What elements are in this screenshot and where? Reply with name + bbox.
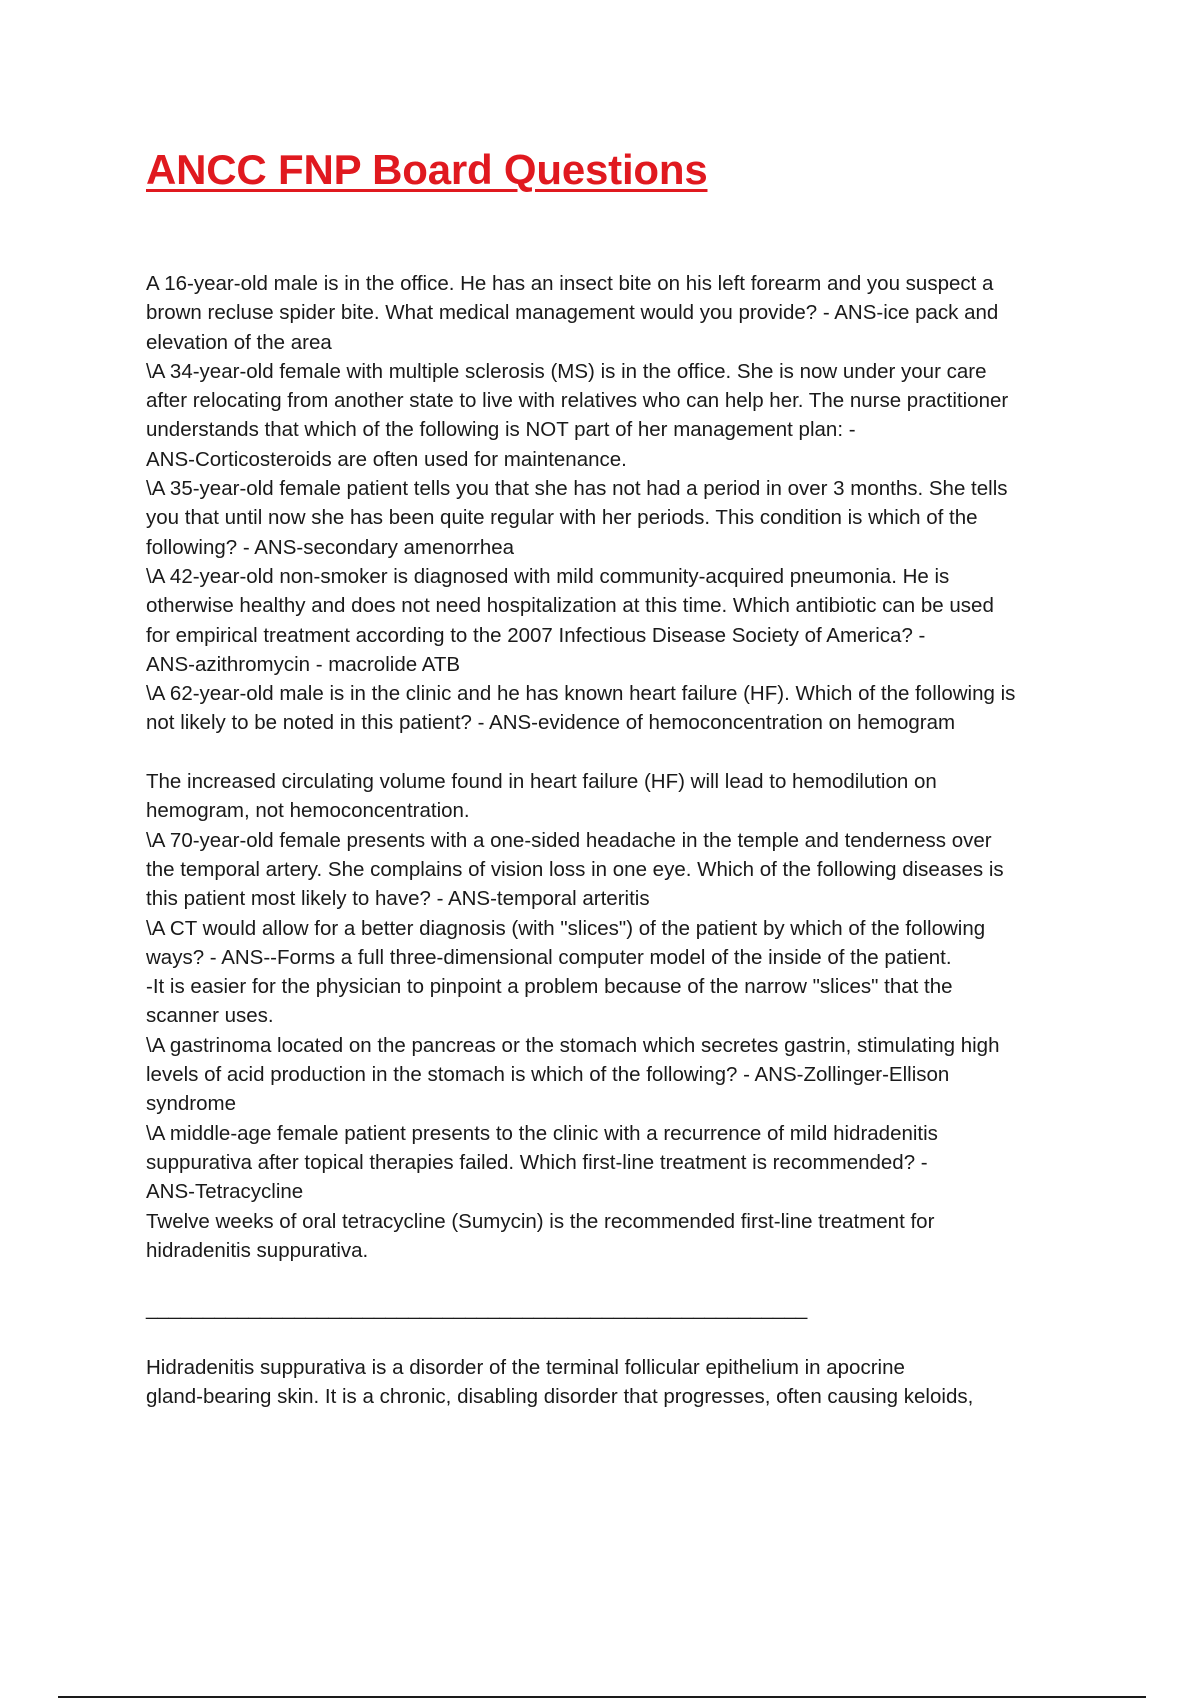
text-line: brown recluse spider bite. What medical management would you provide? - ANS-ice pack and bbox=[146, 301, 999, 325]
text-line: A 16-year-old male is in the office. He has an insect bite on his left forearm and you suspect a bbox=[146, 272, 994, 295]
text-line: hidradenitis suppurativa. bbox=[146, 1238, 369, 1262]
text-line: after relocating from another state to live with relatives who can help her. The nurse practitioner bbox=[146, 389, 1009, 413]
text-line: understands that which of the following is NOT part of her management plan: - bbox=[146, 418, 856, 442]
text-line: the temporal artery. She complains of vision loss in one eye. Which of the following diseases is bbox=[146, 857, 1004, 881]
text-line: \A 34-year-old female with multiple sclerosis (MS) is in the office. She is now under your care bbox=[146, 359, 987, 383]
text-line: ANS-Corticosteroids are often used for maintenance. bbox=[146, 447, 627, 471]
text-line: __________________________________________________________ bbox=[146, 1297, 808, 1321]
text-line: \A 42-year-old non-smoker is diagnosed with mild community-acquired pneumonia. He is bbox=[146, 564, 950, 588]
text-line bbox=[146, 1265, 1101, 1294]
text-line: levels of acid production in the stomach is which of the following? - ANS-Zollinger-Ellison bbox=[146, 1063, 950, 1087]
text-line: hemogram, not hemoconcentration. bbox=[146, 799, 470, 823]
text-line: -It is easier for the physician to pinpoint a problem because of the narrow "slices" that the bbox=[146, 975, 953, 999]
text-line: \A 62-year-old male is in the clinic and he has known heart failure (HF). Which of the following is bbox=[146, 682, 1016, 706]
text-line: \A CT would allow for a better diagnosis (with "slices") of the patient by which of the following bbox=[146, 916, 986, 940]
page-title: ANCC FNP Board Questions bbox=[146, 146, 708, 193]
text-line: for empirical treatment according to the 2007 Infectious Disease Society of America? - bbox=[146, 623, 926, 647]
text-line bbox=[146, 1324, 1101, 1353]
text-line: syndrome bbox=[146, 1092, 237, 1116]
text-line bbox=[146, 738, 1101, 767]
text-line: \A gastrinoma located on the pancreas or the stomach which secretes gastrin, stimulating high bbox=[146, 1033, 1000, 1057]
text-line: ANS-azithromycin - macrolide ATB bbox=[146, 652, 461, 676]
page-bottom-rule bbox=[58, 1696, 1146, 1698]
text-line: following? - ANS-secondary amenorrhea bbox=[146, 535, 515, 559]
text-line: The increased circulating volume found in heart failure (HF) will lead to hemodilution on bbox=[146, 770, 937, 794]
text-line: ANS-Tetracycline bbox=[146, 1180, 304, 1204]
text-line: Hidradenitis suppurativa is a disorder of the terminal follicular epithelium in apocrine bbox=[146, 1355, 905, 1379]
text-line: \A 35-year-old female patient tells you that she has not had a period in over 3 months. She tells bbox=[146, 477, 1008, 501]
text-line: you that until now she has been quite regular with her periods. This condition is which of the bbox=[146, 506, 978, 530]
text-line: this patient most likely to have? - ANS-temporal arteritis bbox=[146, 887, 650, 911]
text-line: suppurativa after topical therapies failed. Which first-line treatment is recommended? - bbox=[146, 1150, 928, 1174]
text-line: not likely to be noted in this patient? - ANS-evidence of hemoconcentration on hemogram bbox=[146, 711, 956, 735]
text-line: \A 70-year-old female presents with a one-sided headache in the temple and tenderness over bbox=[146, 828, 992, 852]
document-body bbox=[146, 269, 1101, 1412]
text-line: ways? - ANS--Forms a full three-dimensional computer model of the inside of the patient. bbox=[146, 945, 952, 969]
text-line: gland-bearing skin. It is a chronic, disabling disorder that progresses, often causing keloids, bbox=[146, 1385, 974, 1409]
text-line: Twelve weeks of oral tetracycline (Sumycin) is the recommended first-line treatment for bbox=[146, 1209, 935, 1233]
text-line: otherwise healthy and does not need hospitalization at this time. Which antibiotic can be used bbox=[146, 594, 994, 618]
text-line: \A middle-age female patient presents to the clinic with a recurrence of mild hidradenitis bbox=[146, 1121, 938, 1145]
text-line: elevation of the area bbox=[146, 330, 332, 354]
text-line: scanner uses. bbox=[146, 1004, 274, 1028]
